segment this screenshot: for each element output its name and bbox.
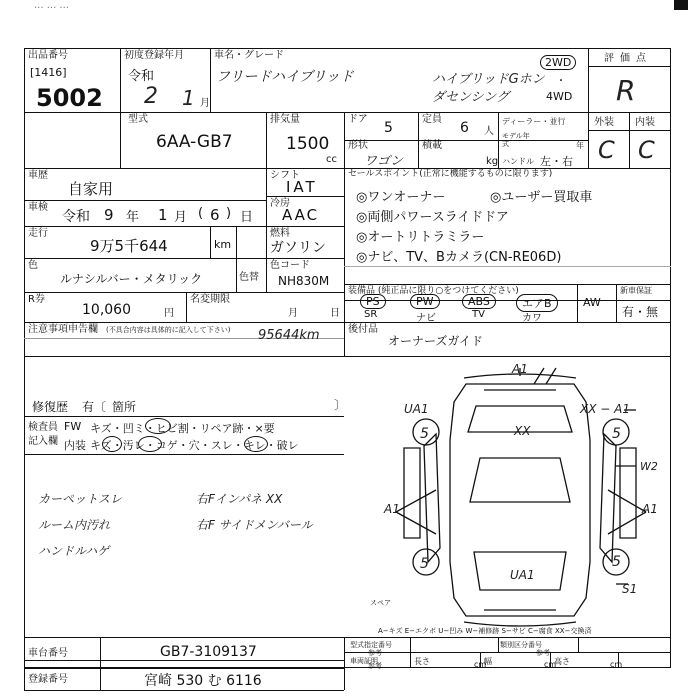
inspector-circle-wear [244,436,268,452]
inspector-circle-dirt [138,436,162,452]
inspector-fw-items: キズ・凹ミ・ヒビ割・リペア跡・×要 [90,422,275,435]
bt-width: 幅 [484,657,492,666]
repair-close: 〕 [334,398,347,412]
load-label: 積載 [422,140,442,151]
evaluation-value: R [616,74,636,107]
bt-cert: 車両証明 [350,657,378,665]
equip-navi: ナビ [416,313,436,324]
damage-legend: A−キズ E−エクボ U−凹み W−補修跡 S−サビ C−腐食 XX−交換済 [378,627,592,635]
bt-ref-2: 参考 [536,649,550,657]
drive-dot: ・ [556,76,566,87]
notes-mileage: 95644km [258,328,320,343]
after-install-label: 後付品 [348,324,378,335]
mark-rear-center: UA1 [510,568,535,582]
bt-type-no: 型式指定番号 [350,641,392,649]
bt-class-no: 類別区分番号 [500,641,542,649]
model-label: 型式 [128,114,148,125]
inspector-label-2: 記入欄 [28,436,58,447]
mark-wheel-fr: 5 [612,426,621,442]
bt-unit-1: cm [474,660,487,669]
mark-wheel-fl: 5 [420,426,429,442]
drive-4wd: 4WD [546,90,573,103]
sales-point-2: ◎ユーザー買取車 [490,190,593,205]
bt-height: 高さ [554,657,570,666]
color-label: 色 [28,260,38,271]
mark-right-mid: W2 [640,460,658,473]
color-change-label: 色替 [239,272,259,283]
name-change-month: 月 [288,308,298,319]
color-code-label: 色コード [270,260,310,271]
notes-label: 注意事項申告欄 [28,324,98,335]
plate-value: 宮崎 530 む 6116 [144,673,262,689]
interior-label: 内装 [635,117,655,128]
mileage-label: 走行 [28,228,48,239]
comment-3: ハンドルハゲ [38,544,110,558]
inspector-interior-label: 内装 [64,439,86,452]
exterior-value: C [598,136,615,164]
recycle-label: R券 [28,294,45,305]
aircon-value: AAC [282,206,320,224]
spare-label: スペア [370,599,391,607]
repair-label: 修復歴 [32,400,69,414]
inspector-circle-dent [145,418,171,434]
model-value: 6AA-GB7 [156,132,233,152]
mark-front-right: XX − A1 [580,402,630,416]
drive-2wd: 2WD [540,55,576,70]
bt-unit-2: cm [544,660,557,669]
mark-front-left: UA1 [404,402,429,416]
shaken-paren-open: ( [198,206,204,221]
equip-tv: TV [472,309,485,320]
fuel-label: 燃料 [270,228,290,239]
capacity-label: 定員 [422,114,442,125]
shape-label: 形状 [348,140,368,151]
car-label: 車名・グレード [214,50,284,61]
mark-left-side: A1 [384,502,400,516]
inspector-fw-label: FW [64,420,82,433]
sales-point-5: ◎ナビ、TV、Bカメラ(CN-RE06D) [356,250,562,265]
car-name: フリードハイブリッド [216,69,354,85]
first-reg-month: 1 [182,86,195,110]
color-code-value: NH830M [278,274,330,288]
first-reg-year: 2 [144,84,158,109]
comment-5: 右F サイドメンバール [196,518,313,532]
equip-aw: AW [583,296,601,309]
mark-wheel-rr: 5 [612,554,621,570]
load-unit: kg [486,156,499,167]
capacity-unit: 人 [484,126,494,137]
equip-sr: SR [364,309,378,320]
shape-value: ワゴン [364,154,404,169]
inspector-label-1: 検査員 [28,422,58,433]
equip-leather: カワ [522,313,542,324]
bt-ref-1: 参考 [368,649,382,657]
notes-sub: (不具合内容は具体的に記入して下さい) [106,326,231,334]
chassis-label: 車台番号 [28,648,68,659]
corner-mark [674,0,688,10]
doors-label: ドア [348,114,368,125]
first-reg-label: 初度登録年月 [124,50,184,61]
shaken-era: 令和 [62,209,90,225]
shaken-day-unit: 日 [240,210,254,225]
capacity-value: 6 [460,120,469,136]
shaken-paren-close: ) [226,206,232,221]
first-reg-month-unit: 月 [200,98,210,109]
handle-label: ハンドル [502,157,534,166]
shift-value: IAT [286,178,318,196]
equip-ps: PS [360,294,386,309]
repair-value: 有〔 [82,400,107,414]
sales-point-1: ◎ワンオーナー [356,190,446,205]
lot-number: 5002 [36,84,103,112]
model-year-label: モデル年式 [502,132,530,148]
interior-value: C [638,136,655,164]
model-year-unit: 年 [576,141,584,150]
new-car-warranty-value: 有・無 [622,305,659,319]
sales-point-3: ◎両側パワースライドドア [356,210,509,225]
fuel-value: ガソリン [270,240,326,256]
usage-value: 自家用 [68,180,114,198]
shaken-month-unit: 月 [174,210,188,225]
shift-label: シフト [270,170,300,181]
aircon-label: 冷房 [270,198,290,209]
mark-top: A1 [512,362,528,376]
mark-roof: XX [514,424,531,438]
name-change-day: 日 [330,308,340,319]
bt-ref-3: 参考 [368,662,382,670]
chassis-value: GB7-3109137 [160,644,257,660]
lot-code: [1416] [30,66,67,79]
usage-label: 車歴 [28,170,48,181]
bt-length: 長さ [414,657,430,666]
after-install-value: オーナーズガイド [388,334,484,348]
sales-point-4: ◎オートリトラミラー [356,230,485,245]
name-change-label: 名変期限 [190,294,230,305]
equip-airbag: エアB [516,294,558,312]
mark-right-side: A1 [642,502,658,516]
faded-header: ... ... ... [34,0,69,11]
shaken-month: 1 [158,206,168,224]
plate-label: 登録番号 [28,674,68,685]
lot-label: 出品番号 [28,50,68,61]
evaluation-label: 評価点 [604,53,652,64]
displacement-label: 排気量 [270,114,300,125]
sales-points-label: セールスポイント(正常に機能するものに限ります) [348,169,553,179]
handle-value: 左・右 [540,155,573,168]
recycle-value: 10,060 [82,302,131,318]
shaken-label: 車検 [28,202,48,213]
mark-rear-right: S1 [622,582,638,596]
comment-4: 右Fインパネ XX [196,492,283,506]
repair-place: 箇所 [112,400,137,414]
inspector-circle-scratch [102,436,122,452]
displacement-unit: cc [326,154,337,165]
new-car-warranty-label: 新車保証 [620,286,652,295]
recycle-unit: 円 [164,308,174,319]
dealer-label: ディーラー・並行 [502,117,566,126]
car-grade-line2: ダセンシング [432,90,510,105]
doors-value: 5 [384,120,393,136]
bt-unit-3: cm [610,660,623,669]
first-reg-era: 令和 [128,69,155,84]
mark-wheel-rl: 5 [420,556,429,572]
comment-1: カーペットスレ [38,492,122,506]
equipment-label: 装備品 (純正品に限り○をつけてください) [348,286,519,296]
equip-pw: PW [410,294,440,309]
exterior-label: 外装 [594,117,614,128]
shaken-year: 9 [104,206,114,224]
inspector-interior-items: キズ・汚レ・コゲ・穴・スレ・キレ・破レ [90,439,299,452]
equip-abs: ABS [462,294,496,309]
shaken-year-unit: 年 [126,210,140,225]
comment-2: ルーム内汚れ [38,518,111,532]
mileage-value: 9万5千644 [90,237,168,255]
shaken-day: 6 [210,206,220,224]
color-value: ルナシルバー・メタリック [60,272,203,286]
mileage-unit: km [214,238,232,251]
car-grade-line1: ハイブリッドGホン [432,72,545,87]
displacement-value: 1500 [286,134,330,154]
